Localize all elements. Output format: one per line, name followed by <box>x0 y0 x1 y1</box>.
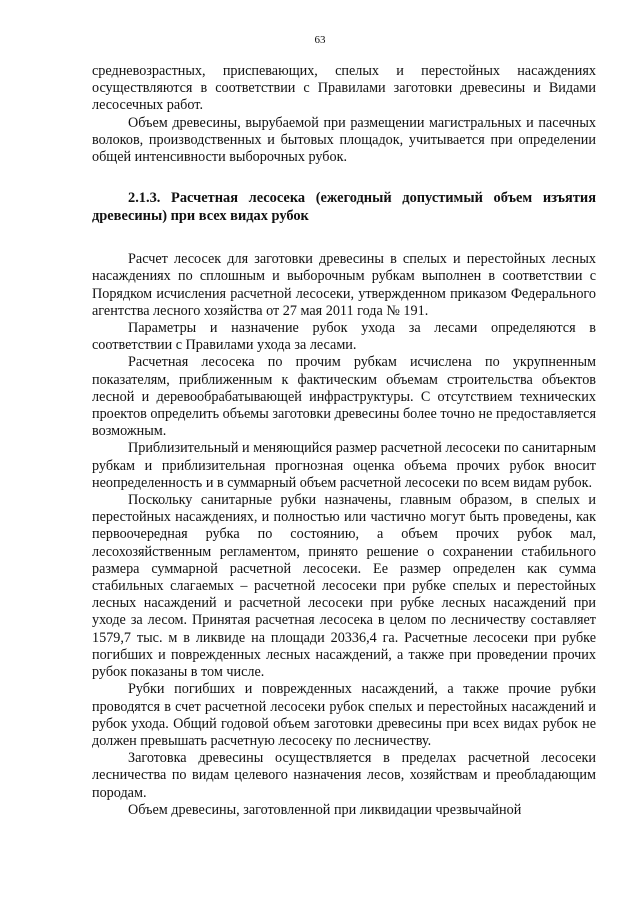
paragraph: Поскольку санитарные рубки назначены, главным образом, в спелых и перестойных насаждениях, и полностью или частично могут быть проведены, как первоочередная рубка по состоянию, а объем прочих рубок мал, лесохозяйственным регламентом, принято решение о сохранении стабильного размера суммарной расчетной лесосеки. Ее размер определен как сумма стабильных слагаемых – расчетной лесосеки при рубке спелых и перестойных лесных насаждений и расчетной лесосеки при рубке лесных насаждений при уходе за лесом. Принятая расчетная лесосека в целом по лесничеству составляет 1579,7 тыс. м в ликвиде на площади 20336,4 га. Расчетные лесосеки при рубке погибших и поврежденных лесных насаждений, а также при проведении прочих рубок показаны в том числе. <box>92 492 596 681</box>
paragraph: Приблизительный и меняющийся размер расчетной лесосеки по санитарным рубкам и приблизительная прогнозная оценка объема прочих рубок вносит неопределенность и в суммарный объем расчетной лесосеки по всем видам рубок. <box>92 440 596 491</box>
paragraph: Объем древесины, вырубаемой при размещении магистральных и пасечных волоков, производственных и бытовых площадок, учитывается при определении общей интенсивности выборочных рубок. <box>92 114 596 166</box>
paragraph: Расчетная лесосека по прочим рубкам исчислена по укрупненным показателям, приближенным к фактическим объемам строительства объектов лесной и деревообрабатывающей инфраструктуры. С отсутствием технических проектов определить объемы заготовки древесины более точно не предоставляется возможным. <box>92 354 596 440</box>
paragraph: средневозрастных, приспевающих, спелых и перестойных насаждениях осуществляются в соответствии с Правилами заготовки древесины и Видами лесосечных работ. <box>92 63 596 114</box>
paragraph: Рубки погибших и поврежденных насаждений, а также прочие рубки проводятся в счет расчетной лесосеки рубок спелых и перестойных насаждений и рубок ухода. Общий годовой объем заготовки древесины при всех видах рубок не должен превышать расчетную лесосеку по лесничеству. <box>92 681 596 749</box>
paragraph: Заготовка древесины осуществляется в пределах расчетной лесосеки лесничества по видам целевого назначения лесов, хозяйствам и преобладающим породам. <box>92 750 596 801</box>
section-heading: 2.1.3. Расчетная лесосека (ежегодный допустимый объем изъятия древесины) при всех видах рубок <box>92 190 596 224</box>
page-number: 63 <box>314 34 326 46</box>
paragraph: Параметры и назначение рубок ухода за лесами определяются в соответствии с Правилами ухода за лесами. <box>92 320 596 354</box>
paragraph: Расчет лесосек для заготовки древесины в спелых и перестойных лесных насаждениях по сплошным и выборочным рубкам выполнен в соответствии с Порядком исчисления расчетной лесосеки, утвержденном приказом Федерального агентства лесного хозяйства от 27 мая 2011 года № 191. <box>92 251 596 319</box>
document-body <box>92 63 596 819</box>
paragraph: Объем древесины, заготовленной при ликвидации чрезвычайной <box>128 801 522 818</box>
